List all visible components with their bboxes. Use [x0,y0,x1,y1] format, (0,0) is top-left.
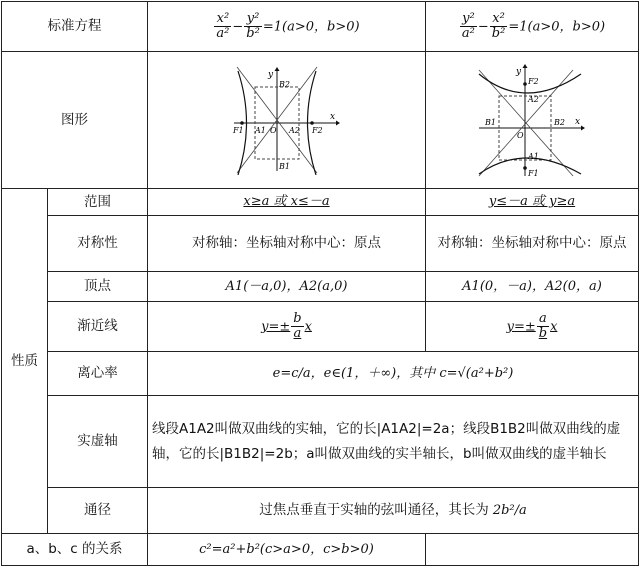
graph1-b1-label: B1 [278,162,290,171]
asymptote-x-prefix: y=± [261,319,291,334]
fraction-y2-a2: $\frac{\text{y²}}{\text{a²}}$ [461,10,475,41]
row-latus-rectum [2,488,639,534]
range-x-axis: x≥a 或 x≤－a [148,189,426,216]
abc-relation-empty [426,534,639,566]
graph2-b1-label: B1 [485,118,496,127]
hyperbola-properties-table [1,1,639,566]
asymptote-y-prefix: y=± [506,319,536,334]
fraction-x2-b2: $\frac{\text{x²}}{\text{b²}}$ [491,10,506,41]
graph1-a1-label: A1 [254,126,266,135]
row-asymptote [2,302,639,352]
row-standard-equation [2,2,639,52]
eccentricity-text: e=c/a，e∈(1，＋∞)，其中 c=√(a²+b²) [148,352,639,396]
asymptote-y-axis: y=± $\frac{a}{b}$ x [426,302,639,352]
graph1-b2-label: B2 [278,80,290,89]
graph1-a2-label: A2 [288,126,300,135]
graph2-f2-label: F2 [528,77,539,86]
row-eccentricity [2,352,639,396]
range-y-axis: y≤－a 或 y≥a [426,189,639,216]
equation-x-rhs: =1(a>0，b>0) [262,19,360,34]
graph2-x-label: x [575,117,581,127]
graph2-f1-label: F1 [528,169,539,178]
label-vertex: 顶点 [48,272,148,302]
row-vertex [2,272,639,302]
label-abc-relation: a、b、c 的关系 [2,534,148,566]
fraction-a-over-b: $\frac{a}{b}$ [538,310,548,341]
label-asymptote: 渐近线 [48,302,148,352]
graph1-f1-label: F1 [232,126,244,135]
symmetry-y-axis: 对称轴：坐标轴对称中心：原点 [426,216,639,272]
graph-y-axis-cell [426,52,639,189]
label-properties: 性质 [2,189,48,534]
graph2-b2-label: B2 [554,118,565,127]
asymptote-x-axis: y=± $\frac{b}{a}$ x [148,302,426,352]
label-eccentricity: 离心率 [48,352,148,396]
row-symmetry [2,216,639,272]
row-graph [2,52,639,189]
equation-y-axis: $\frac{\text{y²}}{\text{a²}}$ − $\frac{\text{x²}}{\text{b²}}$ =1(a>0，b>0) [426,2,639,52]
label-symmetry: 对称性 [48,216,148,272]
graph2-y-label: y [516,67,522,77]
fraction-b-over-a: $\frac{b}{a}$ [293,310,302,341]
graph1-y-label: y [267,70,273,80]
graph-x-axis-cell [148,52,426,189]
abc-relation-text: c²=a²+b²(c>a>0，c>b>0) [148,534,426,566]
label-latus-rectum: 通径 [48,488,148,534]
label-real-imaginary-axis: 实虚轴 [48,396,148,488]
graph1-x-label: x [329,112,335,122]
equation-x-axis: $\frac{\text{x²}}{\text{a²}}$ − $\frac{\text{y²}}{\text{b²}}$ =1(a>0，b>0) [148,2,426,52]
label-standard-equation: 标准方程 [2,2,148,52]
vertex-y-axis: A1(0，－a)，A2(0，a) [426,272,639,302]
label-range: 范围 [48,189,148,216]
latus-rectum-cell [148,488,639,534]
fraction-x2-a2: $\frac{\text{x²}}{\text{a²}}$ [216,10,230,41]
row-real-imaginary-axis [2,396,639,488]
latus-rectum-value: 2b²/a [492,503,527,519]
equation-y-rhs: =1(a>0，b>0) [508,19,606,34]
hyperbola-x-axis-graph [232,65,342,175]
hyperbola-y-axis-graph [477,62,587,178]
row-abc-relation [2,534,639,566]
graph2-a1-label: A1 [528,152,539,161]
vertex-x-axis: A1(－a,0)，A2(a,0) [148,272,426,302]
graph1-f2-label: F2 [311,126,323,135]
row-range [2,189,639,216]
graph2-a2-label: A2 [528,95,539,104]
label-graph: 图形 [2,52,148,189]
graph2-o-label: O [517,131,524,140]
symmetry-x-axis: 对称轴：坐标轴对称中心：原点 [148,216,426,272]
fraction-y2-b2: $\frac{\text{y²}}{\text{b²}}$ [246,10,260,41]
latus-rectum-text: 过焦点垂直于实轴的弦叫通径，其长为 [259,502,489,519]
graph1-o-label: O [269,126,277,135]
real-imaginary-text: 线段A1A2叫做双曲线的实轴，它的长|A1A2|=2a；线段B1B2叫做双曲线的虚轴，它的长|B1B2|=2b；a叫做双曲线的实半轴长，b叫做双曲线的虚半轴长 [148,396,639,488]
